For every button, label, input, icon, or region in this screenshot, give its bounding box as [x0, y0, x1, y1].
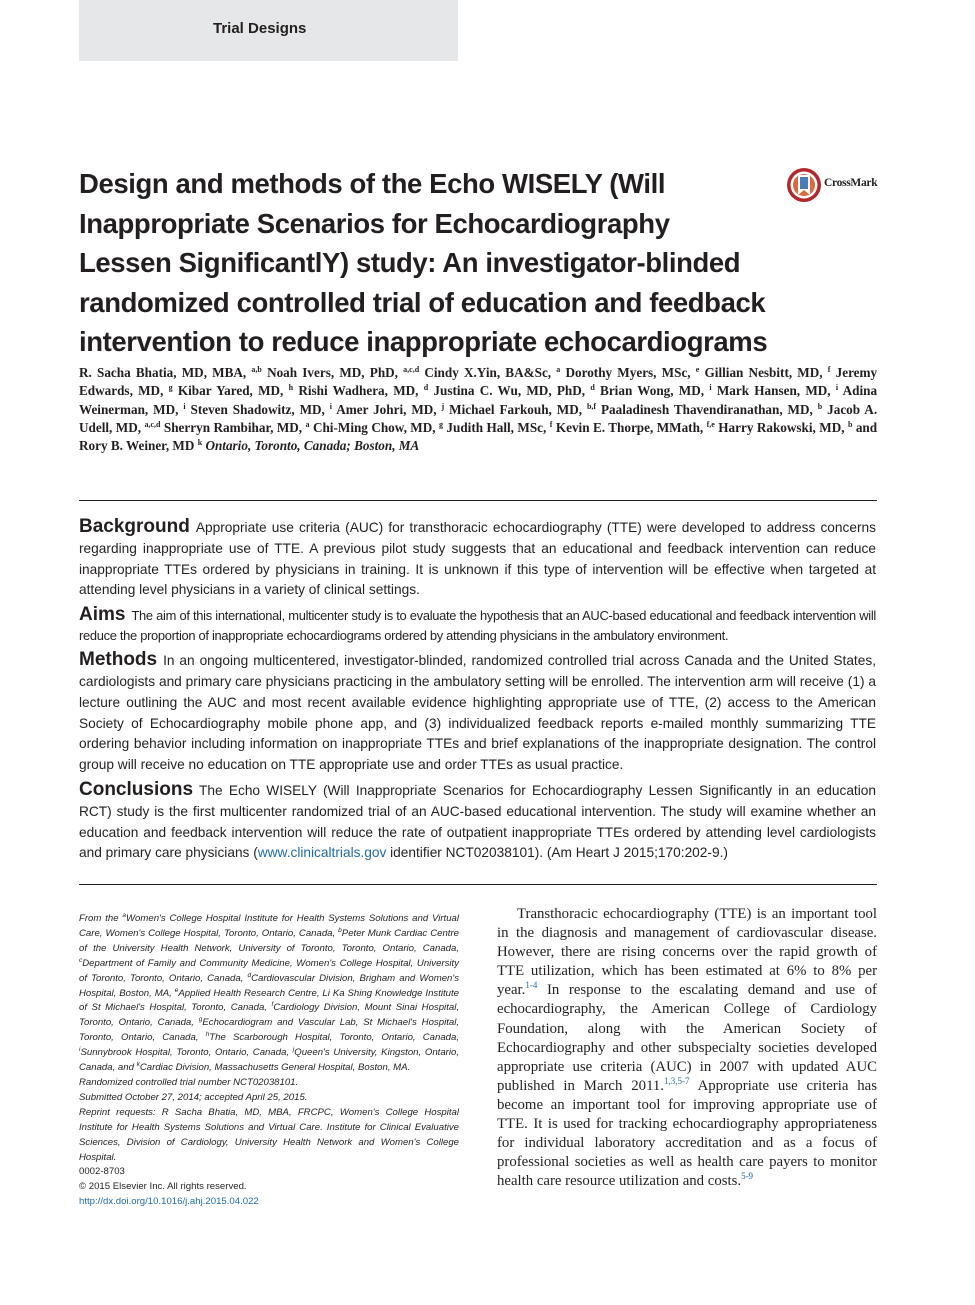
author-affiliation-mark: a,c,d	[403, 365, 420, 374]
author-affiliation-mark: a	[556, 365, 561, 374]
author-name: Kibar Yared, MD,	[177, 383, 284, 399]
author-affiliation-mark: i	[329, 401, 333, 411]
background-heading: Background	[79, 516, 190, 537]
author-affiliation-mark: f	[827, 365, 831, 374]
doi-link[interactable]: http://dx.doi.org/10.1016/j.ahj.2015.04.022	[79, 1196, 259, 1208]
body-segment-3: Appropriate use criteria has become an important tool for improving appropriate use of TTE. It is used for tracking echocardiography appropriateness for individual laboratory accreditation and as a focus of professional societies as well as health care payers to monitor health care resource utilization and costs.	[497, 1077, 877, 1190]
author-affiliation-mark: b	[817, 401, 823, 411]
article-title: Design and methods of the Echo WISELY (Will Inappropriate Scenarios for Echocardiography Lessen SignificantlY) study: An investigator-blinded randomized controlled trial of education and feedback intervention to reduce inappropriate echocardiograms	[79, 168, 768, 357]
author-name: Harry Rakowski, MD,	[718, 419, 845, 435]
author-affiliation-mark: a,c,d	[144, 419, 161, 429]
section-tab	[79, 0, 458, 61]
author-name: Justina C. Wu, MD, PhD,	[433, 383, 586, 399]
affiliation-text: Women's College Hospital Institute for Health Systems Solutions and Virtual Care, Women's College Hospital, Toronto, Ontario, Canada,	[79, 913, 460, 939]
author-name: Chi-Ming Chow, MD,	[312, 419, 436, 435]
affiliation-mark: h	[205, 1031, 210, 1039]
background-text: Appropriate use criteria (AUC) for transthoracic echocardiography (TTE) were developed to address concerns regarding inappropriate use of TTE. A previous pilot study suggests that an educational and feedback intervention can reduce inappropriate TTEs ordered by physicians in training. It is unknown if this type of intervention will be effective when targeted at attending level physicians in a variety of clinical settings.	[79, 520, 876, 598]
author-affiliation-mark: g	[168, 383, 173, 393]
author-affiliation-mark: k	[197, 438, 203, 448]
conclusions-text-end: identifier NCT02038101). (Am Heart J 2015;170:202-9.)	[386, 845, 728, 861]
author-name: Paaladinesh Thavendiranathan, MD,	[601, 401, 813, 417]
author-affiliation-mark: a	[305, 419, 310, 429]
author-affiliation-mark: a,b	[251, 365, 262, 374]
author-affiliation-mark: f,e	[706, 419, 715, 429]
author-affiliation-mark: d	[590, 383, 595, 393]
affiliation-text: Queen's University, Kingston, Ontario, Canada, and	[79, 1047, 460, 1074]
author-affiliation-mark: e	[695, 365, 700, 374]
affiliation-text: Echocardiogram and Vascular Lab, St Michael's Hospital, Toronto, Ontario, Canada,	[79, 1017, 459, 1044]
affiliation-text: The Scarborough Hospital, Toronto, Ontario, Canada,	[209, 1032, 459, 1044]
methods-heading: Methods	[79, 649, 158, 671]
abstract	[79, 517, 876, 868]
conclusions-heading: Conclusions	[79, 778, 194, 800]
from-label: From the	[79, 913, 119, 924]
affiliation-mark: b	[338, 926, 342, 934]
author-name: Dorothy Myers, MSc,	[565, 365, 691, 380]
author-name: Amer Johri, MD,	[336, 401, 437, 417]
reprints-note: Reprint requests: R Sacha Bhatia, MD, MBA, FRCPC, Women's College Hospital Institute for Health Systems Solutions and Virtual Care. Institute for Clinical Evaluative Sciences, Division of Cardiology, University Health Network and Women's College Hospital.	[79, 1106, 459, 1163]
body-text	[497, 905, 877, 1191]
author-affiliation-mark: i	[183, 401, 186, 411]
registration-note: Randomized controlled trial number NCT02038101.	[79, 1076, 299, 1088]
author-name: Sherryn Rambihar, MD,	[163, 419, 303, 435]
author-affiliation-mark: f	[549, 419, 553, 429]
issn: 0002-8703	[79, 1166, 125, 1178]
divider-top	[79, 500, 877, 501]
affiliation-mark: f	[271, 1001, 274, 1009]
author-name: Gillian Nesbitt, MD,	[704, 365, 823, 380]
crossmark-icon	[786, 167, 822, 203]
author-name: Cindy X.Yin, BA&Sc,	[424, 365, 552, 380]
author-name: Michael Farkouh, MD,	[449, 401, 583, 417]
affiliation-mark: j	[292, 1046, 295, 1054]
abstract-aims	[79, 605, 876, 646]
affiliation-text: Department of Family and Community Medicine, Women's College Hospital, University of Toronto, Toronto, Ontario, Canada,	[79, 957, 459, 984]
author-name: Mark Hansen, MD,	[716, 383, 831, 399]
author-affiliation-mark: b	[847, 419, 853, 429]
author-name: Adina Weinerman, MD,	[79, 383, 878, 417]
clinicaltrials-link[interactable]: www.clinicaltrials.gov	[257, 845, 387, 861]
crossmark-label: CrossMark	[824, 177, 878, 189]
crossmark-badge[interactable]	[786, 167, 886, 203]
author-name: Steven Shadowitz, MD,	[190, 401, 325, 417]
author-affiliation-mark: b,f	[586, 401, 597, 411]
copyright: © 2015 Elsevier Inc. All rights reserved.	[79, 1181, 247, 1193]
reference-3[interactable]: 5-9	[741, 1171, 754, 1182]
reference-2[interactable]: 1,3,5-7	[664, 1075, 690, 1086]
affiliation-list	[79, 913, 459, 1073]
affiliation-text: Cardiac Division, Massachusetts General Hospital, Boston, MA.	[139, 1062, 411, 1074]
affiliation-text: Cardiology Division, Mount Sinai Hospital, Toronto, Ontario, Canada,	[79, 1002, 459, 1029]
conclusions-text: The Echo WISELY (Will Inappropriate Scenarios for Echocardiography Lessen Significantly in an education RCT) study is the first multicenter randomized trial of an AUC-based educational intervention. The study will examine whether an education and feedback intervention will reduce the rate of outpatient inappropriate TTEs ordered by attending level cardiologists and primary care physicians (	[79, 782, 876, 861]
author-name: Judith Hall, MSc,	[446, 419, 547, 435]
affiliation-mark: i	[79, 1046, 81, 1054]
affiliation-text: Peter Munk Cardiac Centre of the University Health Network, University of Toronto, Toronto, Ontario, Canada,	[79, 927, 459, 954]
aims-text: The aim of this international, multicenter study is to evaluate the hypothesis that an AUC-based educational and feedback intervention will reduce the proportion of inappropriate echocardiograms ordered by attending physicians in the ambulatory environment.	[79, 608, 876, 644]
author-affiliation-mark: i	[835, 383, 839, 393]
reference-1[interactable]: 1-4	[525, 980, 538, 991]
affiliation-mark: a	[122, 912, 126, 919]
affiliation-mark: k	[136, 1061, 140, 1069]
dates-note: Submitted October 27, 2014; accepted April 25, 2015.	[79, 1091, 308, 1103]
section-label: Trial Designs	[213, 20, 307, 37]
author-name: Rishi Wadhera, MD,	[298, 383, 419, 399]
author-affiliation-mark: g	[438, 419, 443, 429]
footnotes	[79, 912, 459, 1210]
affiliation-mark: c	[79, 956, 83, 964]
author-name: and Rory B. Weiner, MD	[79, 419, 878, 454]
divider-bottom	[79, 884, 877, 885]
author-affiliation-mark: i	[709, 383, 712, 393]
affiliation-text: Cardiovascular Division, Brigham and Women's Hospital, Boston, MA,	[79, 972, 460, 999]
affiliations	[79, 912, 459, 1076]
abstract-methods	[79, 650, 876, 776]
abstract-conclusions	[79, 780, 876, 864]
author-location: Ontario, Toronto, Canada; Boston, MA	[205, 438, 420, 454]
author-name: Jacob A. Udell, MD,	[79, 401, 878, 435]
author-name: Brian Wong, MD,	[600, 383, 705, 399]
affiliation-mark: g	[198, 1016, 203, 1024]
affiliation-mark: d	[247, 971, 252, 979]
body-segment-1: Transthoracic echocardiography (TTE) is an important tool in the diagnosis and management of cardiovascular disease. However, there are rising concerns over the rapid growth of TTE utilization, which has been estimated at 6% to 8% per year.	[497, 906, 877, 999]
author-list	[79, 364, 877, 455]
affiliation-text: Sunnybrook Hospital, Toronto, Ontario, Canada,	[80, 1047, 290, 1059]
affiliation-mark: e	[174, 986, 179, 994]
author-name: R. Sacha Bhatia, MD, MBA,	[79, 365, 247, 380]
abstract-background	[79, 517, 876, 601]
body-segment-2: In response to the escalating demand and use of echocardiography, the American College of Cardiology Foundation, along with the American Society of Echocardiography and other subspecialty societies developed appropriate use criteria (AUC) in 2007 with updated AUC published in March 2011.	[497, 982, 877, 1094]
author-affiliation-mark: j	[441, 401, 445, 411]
author-affiliation-mark: d	[423, 383, 429, 393]
affiliation-text: Applied Health Research Centre, Li Ka Shing Knowledge Institute of St Michael's Hospital, Toronto, Canada,	[79, 987, 460, 1014]
aims-heading: Aims	[79, 604, 126, 626]
author-name: Noah Ivers, MD, PhD,	[267, 365, 398, 380]
author-name: Kevin E. Thorpe, MMath,	[555, 419, 704, 435]
author-affiliation-mark: h	[288, 383, 294, 393]
author-name: Jeremy Edwards, MD,	[79, 365, 878, 399]
methods-text: In an ongoing multicentered, investigator-blinded, randomized controlled trial across Canada and the United States, cardiologists and primary care physicians practicing in the ambulatory setting will be enrolled. The intervention arm will receive (1) a lecture outlining the AUC and most recent available evidence highlighting appropriate use of TTE, (2) access to the American Society of Echocardiography mobile phone app, and (3) individualized feedback reports e-mailed monthly summarizing TTE ordering behavior including information on inappropriate TTEs and brief explanations of the inappropriate designation. The control group will receive no education on TTE appropriate use and order TTEs as usual practice.	[79, 653, 876, 773]
